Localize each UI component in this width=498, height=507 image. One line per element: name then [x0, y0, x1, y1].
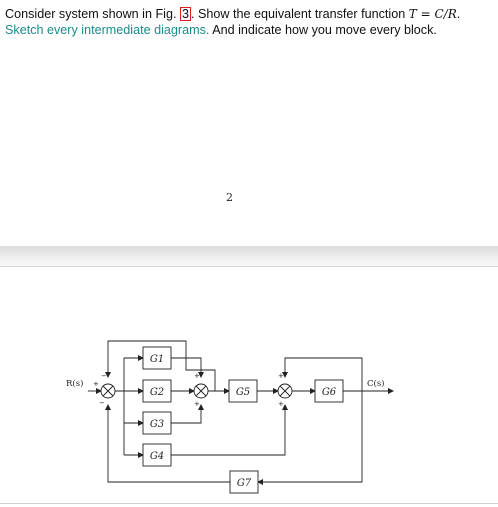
pdf-page-bottom: [0, 267, 498, 507]
summing-junction-3: [278, 384, 292, 398]
page-bottom-rule: [0, 503, 498, 504]
g3-label: G3: [149, 419, 165, 430]
question-prefix: Consider system shown in Fig.: [5, 7, 177, 21]
g1-label: G1: [149, 354, 165, 365]
sj2-bottom-plus: +: [194, 400, 200, 408]
sj1-top-minus: −: [101, 372, 107, 380]
figure-reference-link[interactable]: 3: [181, 7, 189, 21]
sj1-plus-sign: +: [93, 380, 99, 388]
g4-to-sj3-line: [171, 405, 285, 455]
question-text: [5, 6, 495, 38]
question-line-2: [5, 22, 495, 38]
input-label: R(s): [66, 379, 84, 389]
g4-label: G4: [149, 451, 165, 462]
question-mid: . Show the equivalent transfer function: [191, 7, 406, 21]
question-line-1: [5, 6, 495, 22]
page-number: 2: [226, 191, 233, 204]
sj2-top-plus: +: [194, 372, 200, 380]
g5-label: G5: [235, 387, 251, 398]
indicate-instruction: And indicate how you move every block.: [209, 23, 437, 37]
summing-junction-2: [194, 384, 208, 398]
output-to-g7-line: [258, 391, 362, 482]
g6-label: G6: [321, 387, 337, 398]
pdf-page-top: [0, 0, 498, 246]
summing-junction-1: [101, 384, 115, 398]
sketch-instruction: Sketch every intermediate diagrams.: [5, 23, 210, 37]
g7-label: G7: [236, 478, 252, 489]
block-diagram: [0, 267, 498, 507]
page-separator: [0, 246, 498, 267]
transfer-function-math: T = C/R: [408, 7, 457, 21]
sj1-bottom-minus: −: [99, 399, 105, 407]
question-period: .: [456, 7, 461, 21]
output-label: C(s): [367, 379, 385, 389]
g2-label: G2: [149, 387, 165, 398]
sj3-top-plus: +: [278, 372, 284, 380]
sj3-bottom-plus: +: [278, 400, 284, 408]
